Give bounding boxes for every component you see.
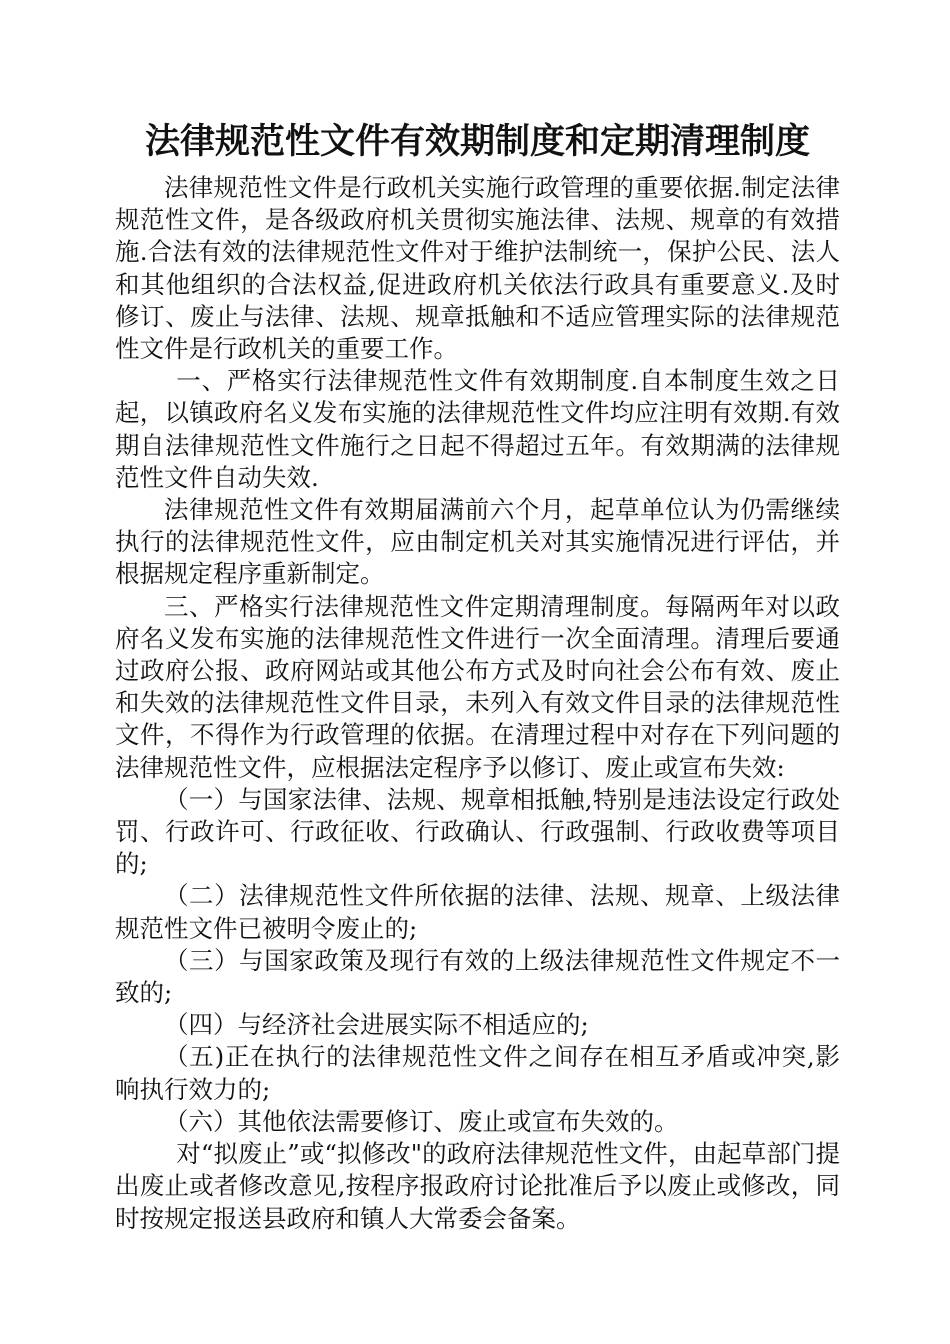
- paragraph-closing: 对“拟废止”或“拟修改"的政府法律规范性文件，由起草部门提出废止或者修改意见,按程序报政府讨论批准后予以废止或修改，同时按规定报送县政府和镇人大常委会备案。: [115, 1139, 840, 1233]
- list-item-2: （二）法律规范性文件所依据的法律、法规、规章、上级法律规范性文件已被明令废止的;: [115, 881, 840, 943]
- paragraph-section-1: 一、严格实行法律规范性文件有效期制度.自本制度生效之日起，以镇政府名义发布实施的法律规范性文件均应注明有效期.有效期自法律规范性文件施行之日起不得超过五年。有效期满的法律规范性文件自动失效.: [115, 366, 840, 492]
- list-item-1: （一）与国家法律、法规、规章相抵触,特别是违法设定行政处罚、行政许可、行政征收、行政确认、行政强制、行政收费等项目的;: [115, 784, 840, 879]
- list-item-3: （三）与国家政策及现行有效的上级法律规范性文件规定不一致的;: [115, 945, 840, 1008]
- paragraph-section-3: 三、严格实行法律规范性文件定期清理制度。每隔两年对以政府名义发布实施的法律规范性文件进行一次全面清理。清理后要通过政府公报、政府网站或其他公布方式及时向社会公布有效、废止和失效的法律规范性文件目录，未列入有效文件目录的法律规范性文件，不得作为行政管理的依据。在清理过程中对存在下列问题的法律规范性文件，应根据法定程序予以修订、废止或宣布失效:: [115, 591, 840, 782]
- list-item-4: （四）与经济社会进展实际不相适应的;: [164, 1010, 589, 1040]
- list-item-6: （六）其他依法需要修订、废止或宣布失效的。: [164, 1106, 679, 1136]
- document-page: [115, 118, 840, 1235]
- list-item-5: （五)正在执行的法律规范性文件之间存在相互矛盾或冲突,影响执行效力的;: [115, 1042, 840, 1104]
- paragraph-expiry-renewal: 法律规范性文件有效期届满前六个月，起草单位认为仍需继续执行的法律规范性文件，应由制定机关对其实施情况进行评估，并根据规定程序重新制定。: [115, 495, 840, 589]
- document-title: 法律规范性文件有效期制度和定期清理制度: [144, 121, 810, 162]
- paragraph-intro: 法律规范性文件是行政机关实施行政管理的重要依据.制定法律规范性文件，是各级政府机关贯彻实施法律、法规、规章的有效措施.合法有效的法律规范性文件对于维护法制统一，保护公民、法人和其他组织的合法权益,促进政府机关依法行政具有重要意义.及时修订、废止与法律、法规、规章抵触和不适应管理实际的法律规范性文件是行政机关的重要工作。: [115, 173, 840, 364]
